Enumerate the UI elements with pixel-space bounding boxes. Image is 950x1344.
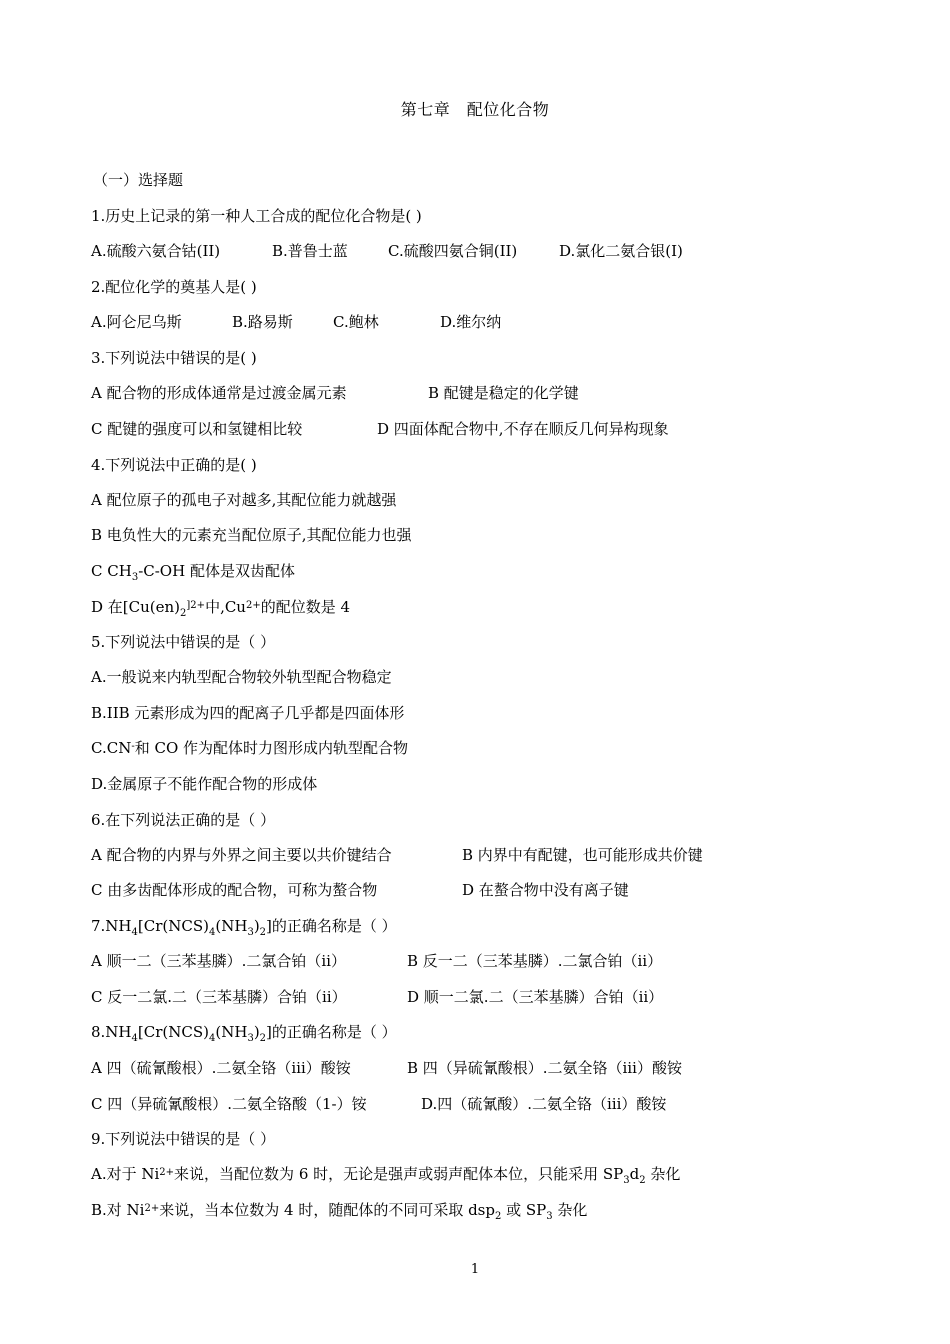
question-5-option-d: D.金属原子不能作配合物的形成体 [91, 775, 318, 793]
text-segment: 杂化 [552, 1201, 588, 1219]
option-d: D 顺一二氯.二（三苯基膦）合铂（ⅱ） [407, 988, 664, 1006]
question-4-stem: 4.下列说法中正确的是( ) [91, 456, 257, 474]
text-segment: 8.NH [91, 1023, 132, 1041]
question-7-stem [91, 916, 397, 936]
option-c: C.硫酸四氨合铜(II) [388, 242, 518, 260]
question-2-stem: 2.配位化学的奠基人是( ) [91, 278, 257, 296]
option-a: A.阿仑尼乌斯 [91, 313, 182, 331]
question-8-stem [91, 1022, 397, 1042]
question-3-stem: 3.下列说法中错误的是( ) [91, 349, 257, 367]
question-4-option-d [91, 597, 350, 617]
text-segment: (NH [215, 917, 248, 935]
option-d: D.四（硫氰酸）.二氨全铬（ⅲ）酸铵 [421, 1095, 667, 1113]
subscript: 3 [131, 572, 139, 583]
text-segment: 的配位数是 4 [260, 598, 351, 616]
subscript: 2 [259, 1033, 267, 1044]
option-d: D 在螯合物中没有离子键 [462, 881, 629, 899]
option-b: B.普鲁士蓝 [272, 242, 348, 260]
option-a: A 配合物的内界与外界之间主要以共价键结合 [91, 846, 392, 864]
text-segment: C.CN [91, 739, 132, 757]
text-segment: B.对 Ni [91, 1201, 145, 1219]
subscript: 2 [495, 1211, 502, 1222]
question-4-option-c [91, 561, 295, 581]
text-segment: A.对于 Ni [91, 1165, 160, 1183]
text-segment: -C-OH 配体是双齿配体 [138, 562, 295, 580]
question-9-option-a [91, 1164, 680, 1184]
subscript: 3 [623, 1175, 630, 1186]
subscript: 3 [546, 1211, 553, 1222]
option-b: B.路易斯 [232, 313, 293, 331]
question-5-option-a: A.一般说来内轨型配合物较外轨型配合物稳定 [91, 668, 392, 686]
option-a: A 配合物的形成体通常是过渡金属元素 [91, 384, 347, 402]
subscript: 2 [180, 608, 187, 619]
subscript: 4 [131, 1033, 138, 1044]
text-segment: 杂化 [645, 1165, 681, 1183]
question-5-option-b: B.IIB 元素形成为四的配离子几乎都是四面体形 [91, 704, 405, 722]
question-5-option-c [91, 738, 408, 758]
text-segment: ) [253, 917, 260, 935]
text-segment: ]的正确名称是（ ） [266, 1023, 397, 1041]
superscript: - [131, 741, 135, 752]
superscript: ]2+ [186, 600, 206, 611]
question-5-stem: 5.下列说法中错误的是（ ） [91, 633, 276, 651]
text-segment: 和 CO 作为配体时力图形成内轨型配合物 [134, 739, 409, 757]
option-c: C 四（异硫氰酸根）.二氨全铬酸（1-）铵 [91, 1095, 367, 1113]
option-a: A 四（硫氰酸根）.二氨全铬（ⅲ）酸铵 [91, 1059, 351, 1077]
superscript: 2+ [245, 600, 261, 611]
text-segment: 或 SP [501, 1201, 547, 1219]
option-b: B 反一二（三苯基膦）.二氯合铂（ⅱ） [407, 952, 663, 970]
option-b: B 四（异硫氰酸根）.二氨全铬（ⅲ）酸铵 [407, 1059, 682, 1077]
option-c: C 反一二氯.二（三苯基膦）合铂（ⅱ） [91, 988, 347, 1006]
option-d: D.氯化二氨合银(I) [559, 242, 683, 260]
text-segment: [Cr(NCS) [137, 1023, 209, 1041]
question-4-option-a: A 配位原子的孤电子对越多,其配位能力就越强 [91, 491, 397, 509]
question-9-stem: 9.下列说法中错误的是（ ） [91, 1130, 276, 1148]
subscript: 2 [639, 1175, 646, 1186]
text-segment: 7.NH [91, 917, 132, 935]
page-number: 1 [470, 1262, 480, 1277]
option-a: A 顺一二（三苯基膦）.二氯合铂（ⅱ） [91, 952, 346, 970]
option-c: C.鲍林 [333, 313, 379, 331]
subscript: 4 [209, 1033, 216, 1044]
text-segment: 来说，当本位数为 4 时，随配体的不同可采取 dsp [159, 1201, 495, 1219]
option-a: A.硫酸六氨合钴(II) [91, 242, 221, 260]
section-heading: （一）选择题 [93, 171, 184, 189]
option-b: B 内界中有配键，也可能形成共价键 [462, 846, 703, 864]
option-d: D 四面体配合物中,不存在顺反几何异构现象 [377, 420, 669, 438]
subscript: 2 [259, 927, 267, 938]
question-9-option-b [91, 1200, 587, 1220]
text-segment: D 在[Cu(en) [91, 598, 181, 616]
subscript: 4 [209, 927, 216, 938]
text-segment: (NH [215, 1023, 248, 1041]
question-4-option-b: B 电负性大的元素充当配位原子,其配位能力也强 [91, 526, 412, 544]
text-segment: 来说，当配位数为 6 时，无论是强声或弱声配体本位，只能采用 SP [174, 1165, 624, 1183]
option-d: D.维尔纳 [440, 313, 502, 331]
question-1-stem: 1.历史上记录的第一种人工合成的配位化合物是( ) [91, 207, 422, 225]
option-c: C 配键的强度可以和氢键相比较 [91, 420, 303, 438]
subscript: 3 [247, 1033, 254, 1044]
text-segment: ]的正确名称是（ ） [266, 917, 397, 935]
text-segment: C CH [91, 562, 132, 580]
subscript: 4 [131, 927, 138, 938]
option-c: C 由多齿配体形成的配合物，可称为螯合物 [91, 881, 378, 899]
page-title: 第七章 配位化合物 [400, 100, 550, 119]
superscript: 2+ [159, 1167, 175, 1178]
superscript: 2+ [144, 1203, 160, 1214]
text-segment: d [629, 1165, 640, 1183]
question-6-stem: 6.在下列说法正确的是（ ） [91, 811, 276, 829]
text-segment: [Cr(NCS) [137, 917, 209, 935]
text-segment: 中,Cu [205, 598, 246, 616]
text-segment: ) [253, 1023, 260, 1041]
option-b: B 配键是稳定的化学键 [428, 384, 579, 402]
subscript: 3 [247, 927, 254, 938]
